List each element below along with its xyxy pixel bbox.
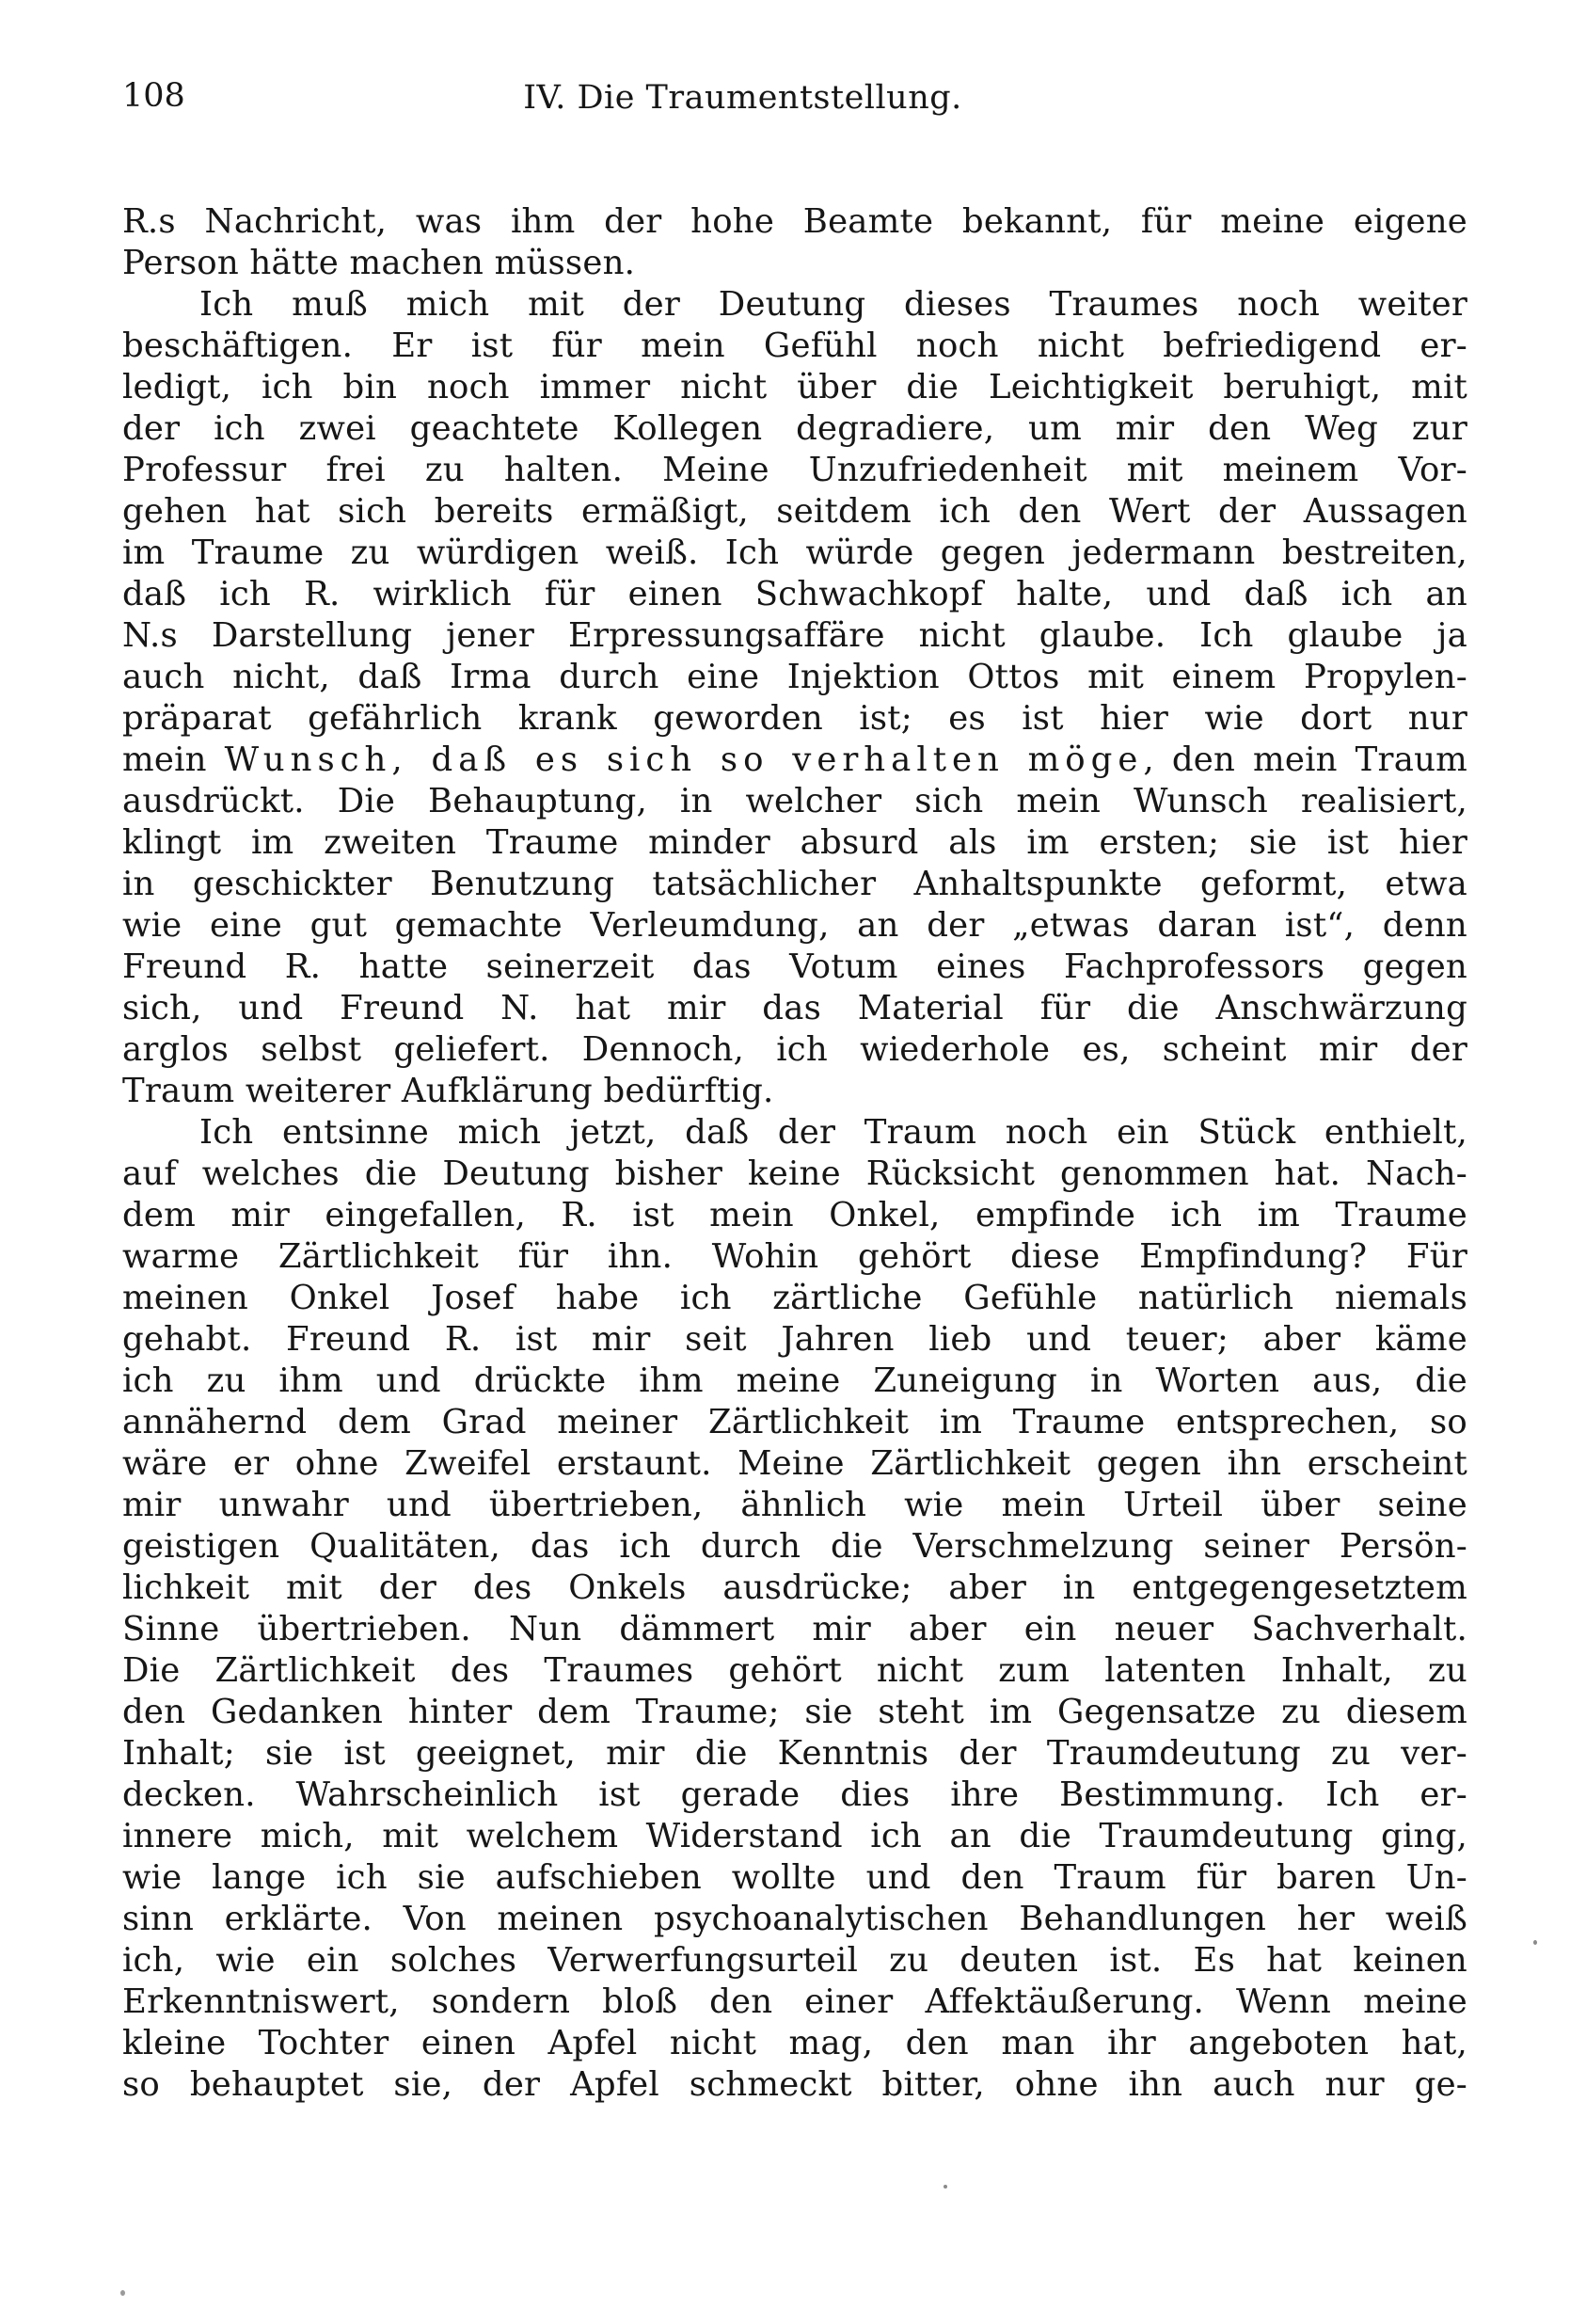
text-line: Erkenntniswert, sondern bloß den einer Affektäußerung. Wenn meine (122, 1982, 1467, 2021)
text-line: den Gedanken hinter dem Traume; sie steht im Gegensatze zu diesem (122, 1693, 1467, 1731)
text-line: kleine Tochter einen Apfel nicht mag, den man ihr angeboten hat, (122, 2024, 1467, 2062)
text-line: so behauptet sie, der Apfel schmeckt bitter, ohne ihn auch nur ge- (122, 2065, 1467, 2104)
text-line: wie lange ich sie aufschieben wollte und den Traum für baren Un- (122, 1858, 1467, 1897)
text-line: auf welches die Deutung bisher keine Rücksicht genommen hat. Nach- (122, 1154, 1467, 1193)
text-line: warme Zärtlichkeit für ihn. Wohin gehört diese Empfindung? Für (122, 1237, 1467, 1276)
text-line: Person hätte machen müssen. (122, 244, 636, 282)
text-line: lichkeit mit der des Onkels ausdrücke; aber in entgegengesetztem (122, 1568, 1467, 1607)
page-number: 108 (122, 77, 185, 115)
text-line: gehen hat sich bereits ermäßigt, seitdem ich den Wert der Aussagen (122, 492, 1467, 531)
chapter-running-title: IV. Die Traumentstellung. (523, 79, 962, 117)
text-line: N.s Darstellung jener Erpressungsaffäre nicht glaube. Ich glaube ja (122, 616, 1467, 655)
text-line: daß ich R. wirklich für einen Schwachkopf halte, und daß ich an (122, 575, 1467, 613)
text-line: sinn erklärte. Von meinen psychoanalytischen Behandlungen her weiß (122, 1900, 1467, 1938)
text-line: R.s Nachricht, was ihm der hohe Beamte bekannt, für meine eigene (122, 202, 1467, 241)
text-line: präparat gefährlich krank geworden ist; es ist hier wie dort nur (122, 699, 1467, 738)
text-lines (122, 201, 1467, 2106)
text-line: im Traume zu würdigen weiß. Ich würde gegen jedermann bestreiten, (122, 533, 1467, 572)
emphasized-spaced-text: Wunsch, daß es sich so verhalten möge (224, 740, 1144, 779)
running-header (122, 77, 1467, 119)
text-line: Traum weiterer Aufklärung bedürftig. (122, 1072, 774, 1110)
text-line: beschäftigen. Er ist für mein Gefühl noch nicht befriedigend er- (122, 326, 1467, 365)
text-line: Inhalt; sie ist geeignet, mir die Kenntnis der Traumdeutung zu ver- (122, 1734, 1467, 1773)
text-line: Professur frei zu halten. Meine Unzufriedenheit mit meinem Vor- (122, 451, 1467, 489)
text-line: Freund R. hatte seinerzeit das Votum eines Fachprofessors gegen (122, 947, 1467, 986)
text-line: wäre er ohne Zweifel erstaunt. Meine Zärtlichkeit gegen ihn erscheint (122, 1444, 1467, 1483)
text-line: sich, und Freund N. hat mir das Material für die Anschwärzung (122, 989, 1467, 1027)
text-line: auch nicht, daß Irma durch eine Injektion Ottos mit einem Propylen- (122, 658, 1467, 696)
text-line: geistigen Qualitäten, das ich durch die Verschmelzung seiner Persön- (122, 1527, 1467, 1566)
text-line: der ich zwei geachtete Kollegen degradiere, um mir den Weg zur (122, 409, 1467, 448)
text-line: dem mir eingefallen, R. ist mein Onkel, empfinde ich im Traume (122, 1196, 1467, 1234)
text-segment: , den mein Traum (1143, 740, 1467, 779)
text-line: klingt im zweiten Traume minder absurd als im ersten; sie ist hier (122, 823, 1467, 862)
text-line: ich zu ihm und drückte ihm meine Zuneigung in Worten aus, die (122, 1361, 1467, 1400)
text-line: innere mich, mit welchem Widerstand ich an die Traumdeutung ging, (122, 1817, 1467, 1855)
text-line: Die Zärtlichkeit des Traumes gehört nicht zum latenten Inhalt, zu (122, 1651, 1467, 1690)
text-line: in geschickter Benutzung tatsächlicher Anhaltspunkte geformt, etwa (122, 865, 1467, 903)
text-line: decken. Wahrscheinlich ist gerade dies ihre Bestimmung. Ich er- (122, 1775, 1467, 1814)
scan-speck (1533, 1940, 1537, 1945)
text-line: gehabt. Freund R. ist mir seit Jahren lieb und teuer; aber käme (122, 1320, 1467, 1359)
text-line: meinen Onkel Josef habe ich zärtliche Gefühle natürlich niemals (122, 1279, 1467, 1317)
text-line: wie eine gut gemachte Verleumdung, an der „etwas daran ist“, denn (122, 906, 1467, 945)
text-line: Sinne übertrieben. Nun dämmert mir aber ein neuer Sachverhalt. (122, 1610, 1467, 1648)
scan-speck (944, 2185, 947, 2189)
scan-speck (120, 2290, 125, 2296)
text-line: arglos selbst geliefert. Dennoch, ich wiederhole es, scheint mir der (122, 1030, 1467, 1069)
text-segment: mein (122, 740, 225, 779)
text-line: Ich muß mich mit der Deutung dieses Traumes noch weiter (199, 285, 1467, 324)
text-line: Ich entsinne mich jetzt, daß der Traum noch ein Stück enthielt, (199, 1113, 1467, 1152)
text-line: ledigt, ich bin noch immer nicht über die Leichtigkeit beruhigt, mit (122, 368, 1467, 406)
text-line: annähernd dem Grad meiner Zärtlichkeit im Traume entsprechen, so (122, 1403, 1467, 1441)
text-line (122, 740, 1467, 781)
text-line: mir unwahr und übertrieben, ähnlich wie mein Urteil über seine (122, 1486, 1467, 1524)
text-line: ich, wie ein solches Verwerfungsurteil zu deuten ist. Es hat keinen (122, 1941, 1467, 1980)
text-line: ausdrückt. Die Behauptung, in welcher sich mein Wunsch realisiert, (122, 782, 1467, 820)
